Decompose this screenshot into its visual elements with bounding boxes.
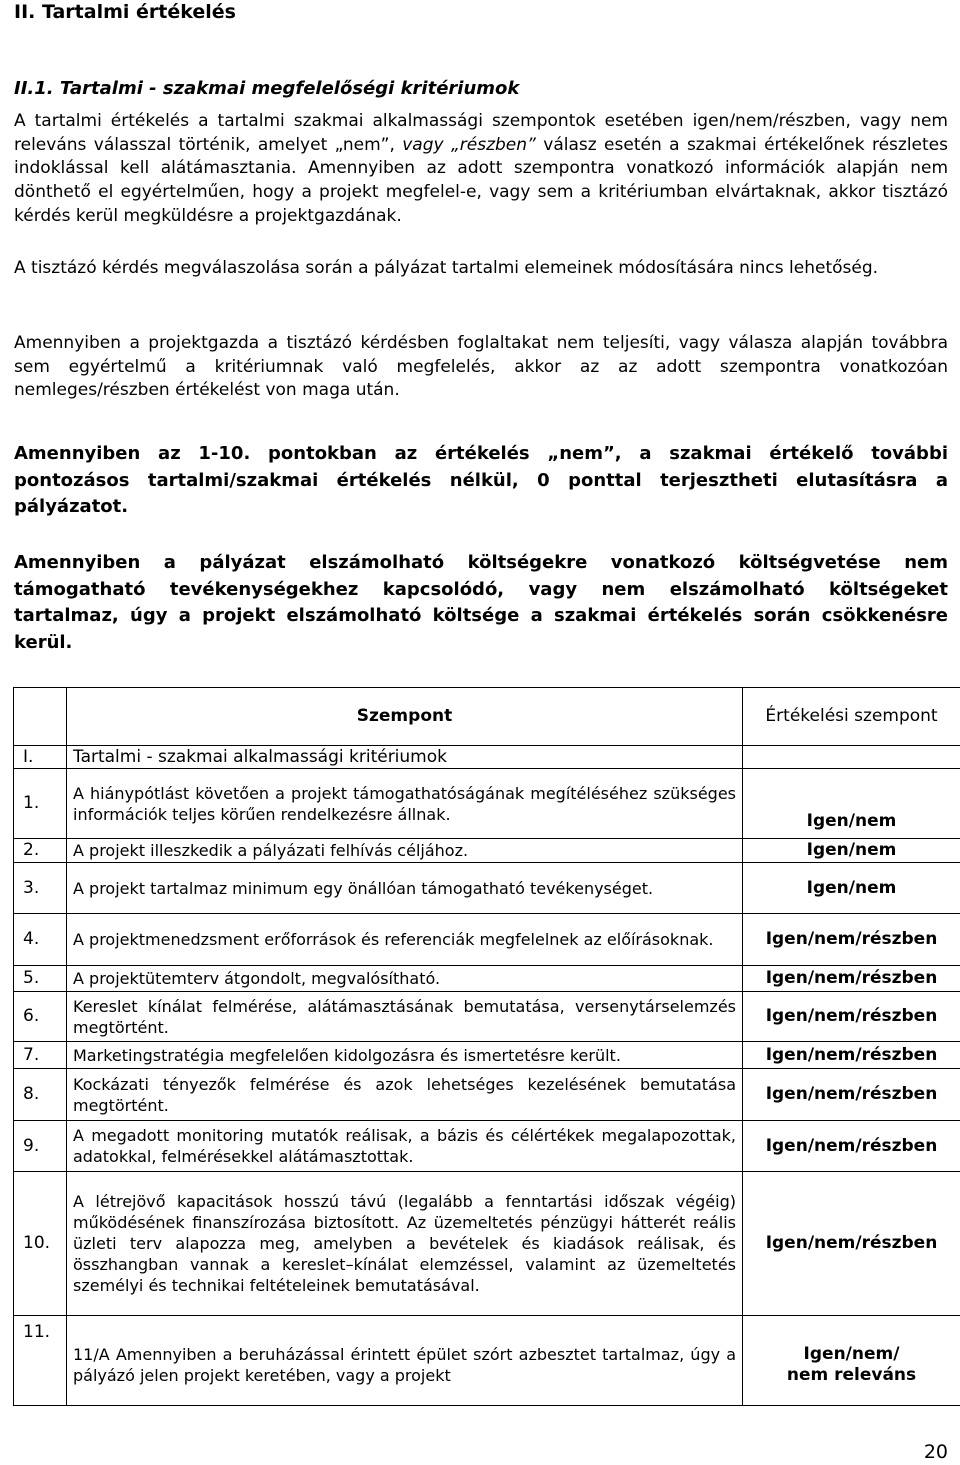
row-eval: Igen/nem [743,839,960,863]
table-row [14,863,960,914]
rejection-note: Amennyiben az 1-10. pontokban az értékelés „nem”, a szakmai értékelő további pontozásos tartalmi/szakmai értékelés nélkül, 0 ponttal terjesztheti elutasításra a pályázatot. [14,443,948,517]
row-num: 8. [14,1069,67,1121]
header-eval: Értékelési szempont [743,688,960,746]
row-eval: Igen/nem/részben [743,966,960,992]
row-criterion: 11/A Amennyiben a beruházással érintett épület szórt azbesztet tartalmaz, úgy a pályázó jelen projekt keretében, vagy a projekt [67,1316,743,1406]
table-row [14,769,960,839]
row-num: 9. [14,1121,67,1172]
row-eval: Igen/nem/részben [743,992,960,1042]
row-eval: Igen/nem/részben [743,1172,960,1316]
section-row [14,746,960,769]
row-num: 10. [14,1172,67,1316]
row-num: 6. [14,992,67,1042]
row-criterion: Kockázati tényezők felmérése és azok lehetséges kezelésének bemutatása megtörtént. [67,1069,743,1121]
header-num-cell [14,688,67,746]
row-num: 3. [14,863,67,914]
section-heading: II. Tartalmi értékelés [14,1,236,23]
table-row [14,1042,960,1069]
row-eval-line2: nem releváns [786,1365,917,1385]
row-criterion: A projektütemterv átgondolt, megvalósítható. [67,966,743,992]
row-eval [743,1316,960,1406]
row-criterion: A projekt tartalmaz minimum egy önállóan támogatható tevékenységet. [67,863,743,914]
table-row [14,1172,960,1316]
row-num: 7. [14,1042,67,1069]
intro-text-italic: vagy „részben” [402,134,536,155]
row-criterion: A hiánypótlást követően a projekt támogathatóságának megítéléséhez szükséges információk teljes körűen rendelkezésre állnak. [67,769,743,839]
row-num: 5. [14,966,67,992]
row-num: 4. [14,914,67,966]
row-criterion: A megadott monitoring mutatók reálisak, a bázis és célértékek megalapozottak, adatokkal, felmérésekkel alátámasztottak. [67,1121,743,1172]
table-row [14,1316,960,1406]
table-header-row [14,688,960,746]
row-eval: Igen/nem [743,863,960,914]
row-criterion: A létrejövő kapacitások hosszú távú (legalább a fenntartási időszak végéig) működésének finanszírozása biztosított. Az üzemeltetés pénzügyi hátterét reális üzleti terv alapozza meg, amelyben a bevételek és kiadások reálisak, és összhangban vannak a kereslet–kínálat elemzéssel, valamint az üzemeltetés személyi és technikai feltételeinek bemutatásával. [67,1172,743,1316]
intro-text-b: válasz esetén a szakmai értékelőnek részletes indoklással kell alátámasztania. Amennyiben az adott szempontra vonatkozó információk alapján nem dönthető el egyértelműen, hogy a projekt megfelel-e, vagy sem a kritériumban elvártaknak, akkor tisztázó kérdés kerül megküldésre a projektgazdának. [14,134,948,226]
row-criterion: A projektmenedzsment erőforrások és referenciák megfelelnek az előírásoknak. [67,914,743,966]
row-eval: Igen/nem/részben [743,1042,960,1069]
row-eval: Igen/nem [743,769,960,839]
table-row [14,839,960,863]
criteria-table [13,687,960,1406]
clarification-paragraph: A tisztázó kérdés megválaszolása során a pályázat tartalmi elemeinek módosítására nincs lehetőség. [14,258,879,278]
row-num: 2. [14,839,67,863]
row-num: 1. [14,769,67,839]
cost-note: Amennyiben a pályázat elszámolható költségekre vonatkozó költségvetése nem támogatható tevékenységekhez kapcsolódó, vagy nem elszámolható költségeket tartalmaz, úgy a projekt elszámolható költsége a szakmai értékelés során csökkenésre kerül. [14,552,948,653]
table-row [14,992,960,1042]
row-eval: Igen/nem/részben [743,914,960,966]
row-eval-line1: Igen/nem/ [803,1344,900,1364]
table-row [14,1069,960,1121]
row-criterion: Kereslet kínálat felmérése, alátámasztásának bemutatása, versenytárselemzés megtörtént. [67,992,743,1042]
section-title: Tartalmi - szakmai alkalmassági kritériumok [67,746,743,769]
intro-paragraph [14,110,948,229]
row-criterion: Marketingstratégia megfelelően kidolgozásra és ismertetésre került. [67,1042,743,1069]
consequence-paragraph: Amennyiben a projektgazda a tisztázó kérdésben foglaltakat nem teljesíti, vagy válasza alapján továbbra sem egyértelmű a kritériumnak való megfelelés, akkor az az adott szempontra vonatkozóan nemleges/részben értékelést von maga után. [14,333,948,401]
subsection-heading: II.1. Tartalmi - szakmai megfelelőségi kritériumok [14,78,520,99]
table-row [14,966,960,992]
table-row [14,1121,960,1172]
row-eval: Igen/nem/részben [743,1121,960,1172]
row-num: 11. [14,1316,67,1406]
row-eval: Igen/nem/részben [743,1069,960,1121]
intro-text-a: A tartalmi értékelés a tartalmi szakmai alkalmassági szempontok esetében igen/nem/részben, vagy nem releváns válasszal történik, amelyet „nem”, [14,111,948,155]
table-row [14,914,960,966]
section-eval [743,746,960,769]
row-criterion: A projekt illeszkedik a pályázati felhívás céljához. [67,839,743,863]
page-number: 20 [923,1441,948,1463]
section-num: I. [14,746,67,769]
header-criterion: Szempont [67,688,743,746]
